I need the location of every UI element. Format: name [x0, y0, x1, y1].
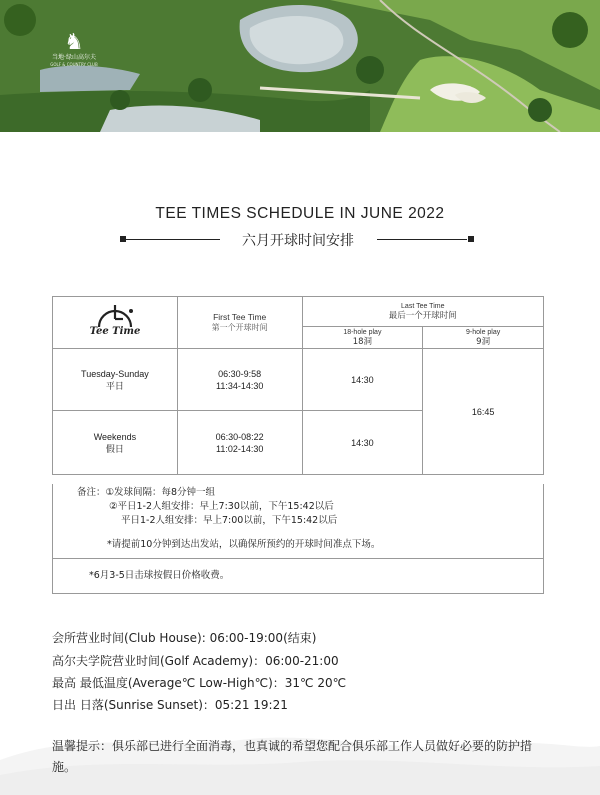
last9-cell [423, 349, 544, 475]
clubhouse-hours: 会所营业时间(Club House): 06:00-19:00(结束) [52, 631, 317, 645]
first-tee-en: First Tee Time [213, 312, 267, 322]
first-tee-cell [177, 411, 302, 475]
notes-box-2 [52, 558, 544, 594]
logo-cn: 当地·绿山高尔夫 [52, 54, 96, 61]
first-tee-slot: 11:34-14:30 [215, 380, 264, 391]
row-label-en: Weekends [93, 431, 137, 442]
last-tee-cn: 最后一个开球时间 [388, 311, 457, 321]
last-tee-en: Last Tee Time [401, 303, 445, 310]
subtitle-row [120, 230, 476, 250]
hole9-en: 9-hole play [466, 329, 501, 336]
first-tee-header [177, 297, 302, 349]
academy-hours: 高尔夫学院营业时间(Golf Academy)：06:00-21:00 [52, 654, 339, 668]
horse-icon: ♞ [64, 30, 84, 55]
first-tee-slot: 11:02-14:30 [215, 443, 264, 454]
last18-cell [302, 349, 423, 411]
row-label-cn: 平日 [105, 380, 124, 391]
first-tee-slot: 06:30-9:58 [218, 368, 262, 379]
divider-square-right [468, 236, 474, 242]
divider-line-right [377, 239, 467, 240]
first-tee-cn: 第一个开球时间 [211, 323, 268, 332]
hole18-en: 18-hole play [343, 329, 382, 336]
note-interval: 备注：①发球间隔：每8分钟一组 [77, 487, 216, 498]
banner-image [0, 0, 600, 132]
page-subtitle: 六月开球时间安排 [242, 233, 354, 249]
first-tee-slot: 06:30-08:22 [215, 431, 264, 442]
note-weekday-group-2: 平日1-2人组安排：早上7:00以前，下午15:42以后 [121, 515, 338, 526]
clock-icon [85, 301, 145, 341]
notes-box [52, 484, 544, 559]
schedule-table [52, 296, 544, 475]
sunrise-sunset-info: 日出 日落(Sunrise Sunset)：05:21 19:21 [52, 698, 288, 712]
first-tee-cell [177, 349, 302, 411]
hole18-cn: 18洞 [352, 337, 373, 347]
page-title: TEE TIMES SCHEDULE IN JUNE 2022 [155, 205, 445, 222]
temperature-info: 最高 最低温度(Average℃ Low-High℃)：31℃ 20℃ [52, 676, 347, 690]
club-logo [44, 32, 104, 68]
row-label [53, 411, 178, 475]
table-row [53, 349, 544, 411]
hole9-cn: 9洞 [476, 337, 491, 347]
note-arrival: *请提前10分钟到达出发站，以确保所预约的开球时间准点下场。 [107, 539, 381, 550]
hole9-header [423, 327, 544, 349]
tee-time-logo-cell [53, 297, 178, 349]
last9-value: 16:45 [471, 406, 495, 417]
warm-tip: 温馨提示：俱乐部已进行全面消毒，也真诚的希望您配合俱乐部工作人员做好必要的防护措施。 [52, 739, 533, 774]
hole18-header [302, 327, 423, 349]
row-label [53, 349, 178, 411]
last18-value: 14:30 [351, 437, 374, 448]
note-holiday-price: *6月3-5日击球按假日价格收费。 [89, 570, 230, 581]
row-label-cn: 假日 [105, 443, 124, 454]
logo-en: GOLF & COUNTRY CLUB [50, 62, 98, 67]
last18-cell [302, 411, 423, 475]
tee-time-logo-text: Tee Time [89, 326, 141, 337]
row-label-en: Tuesday-Sunday [81, 368, 149, 379]
note-weekday-group: ②平日1-2人组安排：早上7:30以前，下午15:42以后 [109, 501, 334, 512]
last18-value: 14:30 [351, 374, 374, 385]
last-tee-header [302, 297, 543, 327]
